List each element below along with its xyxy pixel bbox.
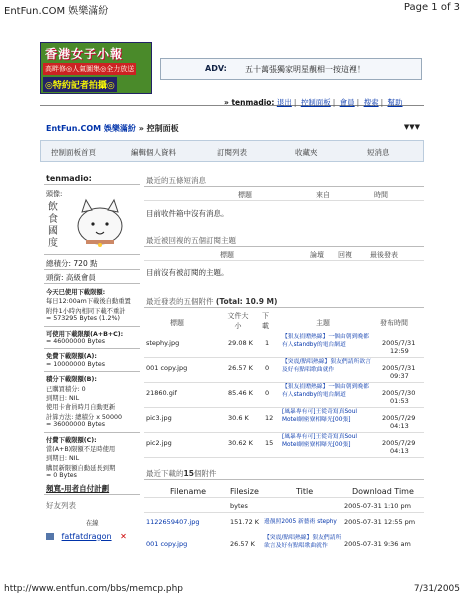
nav-logout[interactable]: 退出 (276, 98, 292, 107)
threads-title: 最近被回複的五個訂閱主題 (146, 236, 236, 245)
att-download-count: 12 (265, 414, 274, 422)
dl-col-time: Download Time (352, 487, 414, 496)
att-topic-link[interactable]: 【狠友捐贈熱線】一個由朝到晚都有人standby的電台網道 (282, 384, 369, 398)
friend-name[interactable]: fatfatdragon (61, 532, 112, 541)
ad-text: 五十萬張獨家明星靚相一按這裡！ (245, 65, 365, 74)
att-topic-link[interactable]: [風暴專有可]王從奇寫真Soul Motel網密寮相曝光[00張] (282, 409, 358, 423)
downloads-title-pre: 最近下載的 (146, 469, 184, 478)
avatar (46, 196, 128, 252)
download-limit-line: = 573295 Bytes (1.2%) (46, 315, 120, 323)
ad-banner[interactable] (160, 58, 422, 80)
threads-col-last-post: 最後發表 (370, 251, 398, 259)
downloads-title-post: 個附件 (193, 469, 217, 478)
att-date: 2005/7/31 (382, 364, 416, 372)
threads-empty: 目前沒有被訂閱的主題。 (146, 268, 229, 277)
att-col-downloads: 下載 (262, 312, 269, 330)
dl-time: 2005-07-31 9:36 am (344, 540, 411, 548)
download-limit-line: = 36000000 Bytes (46, 421, 105, 429)
att-date: 2005/7/29 (382, 414, 416, 422)
att-download-count: 1 (265, 339, 270, 347)
att-file-size: 30.6 K (228, 414, 249, 422)
top-navigation: » tenmadio: 退出 | 控制面板 | 會員 | 搜索 | 幫助 (224, 98, 403, 107)
control-panel-tabs (40, 140, 424, 162)
att-file-name[interactable]: 001 copy.jpg (146, 364, 188, 372)
download-limit-line: 每日12:00am下載後自動重置 (46, 298, 131, 306)
menu-dropdown-icon[interactable]: ▼▼▼ (403, 123, 420, 131)
att-date: 2005/7/30 (382, 389, 416, 397)
messages-empty: 目前收件箱中沒有消息。 (146, 209, 229, 218)
print-header-title: EntFun.COM 娛樂滿紛 (4, 6, 109, 17)
dl-file-name[interactable]: 001 copy.jpg (146, 540, 188, 548)
logo-subtitle: ◎特約記者拍攝◎ (43, 77, 117, 92)
breadcrumb-site[interactable]: EntFun.COM 娛樂滿紛 (46, 124, 136, 133)
att-download-count: 0 (265, 389, 270, 397)
download-limit-line: = 46000000 Bytes (46, 338, 105, 345)
att-time: 04:13 (390, 447, 409, 455)
att-file-size: 26.57 K (228, 364, 253, 372)
remove-friend-icon[interactable]: ✕ (120, 532, 127, 541)
att-time: 01:53 (390, 397, 409, 405)
total-points: 總積分: 720 點 (46, 259, 98, 268)
dl-file-size: 151.72 K (230, 518, 260, 526)
attachments-title: 最近發表的五個附件 (146, 297, 214, 306)
att-date: 2005/7/29 (382, 439, 416, 447)
att-file-name[interactable]: 21860.gif (146, 389, 177, 397)
online-label: 在線 (86, 520, 99, 527)
att-col-date: 發布時間 (380, 319, 408, 327)
messages-col-time: 時間 (374, 191, 388, 199)
dl-title-link[interactable]: 邊靚照2005 新藝術 stephy (264, 519, 337, 525)
download-limit-line: 免費下載限額(A): (46, 353, 97, 361)
nav-control-panel[interactable]: 控制面板 (300, 98, 331, 107)
dl-col-filesize: Filesize (230, 487, 259, 496)
att-download-count: 15 (265, 439, 274, 447)
logo-title: 香港女子小報 (45, 47, 124, 61)
avatar-text: 飲食國度 (48, 202, 58, 249)
user-rank: 頭銜: 高級會員 (46, 273, 96, 282)
friends-title: 好友列表 (46, 501, 76, 510)
download-limit-line: 使用卡會員時月自動更新 (46, 404, 116, 412)
att-col-title: 標題 (170, 319, 184, 327)
download-limit-line: = 0 Bytes (46, 472, 77, 480)
nav-help[interactable]: 幫助 (387, 98, 403, 107)
attachments-total: (Total: 10.9 M) (215, 297, 278, 306)
download-limit-line: 已購買積分: 0 (46, 385, 86, 393)
breadcrumb-sep: » (138, 124, 144, 133)
print-footer-url: http://www.entfun.com/bbs/memcp.php (4, 584, 184, 594)
att-topic-link[interactable]: [風暴專有可]王從奇寫真Soul Motel網密寮相曝光[00張] (282, 434, 358, 448)
att-file-size: 85.46 K (228, 389, 253, 397)
dl-file-name[interactable]: 1122659407.jpg (146, 518, 200, 526)
nav-search[interactable]: 搜索 (363, 98, 379, 107)
friend-item (46, 532, 127, 541)
download-limit-line: 積分下載限額(B): (46, 376, 97, 384)
download-limit-line: 購買新限額自動延長到期 (46, 464, 116, 472)
att-col-topic: 主題 (316, 319, 330, 327)
att-file-name[interactable]: stephy.jpg (146, 339, 180, 347)
dl-bytes-time: 2005-07-31 1:10 pm (344, 502, 411, 510)
tab-edit-profile[interactable]: 編輯個人資料 (131, 148, 176, 157)
att-file-size: 29.08 K (228, 339, 253, 347)
download-limit-line: 計算方法: 總積分 x 50000 (46, 413, 122, 421)
dl-bytes-size: bytes (230, 502, 248, 510)
att-topic-link[interactable]: 【突震/點唱熱線】狠友們請所欲言及好有點唱歌曲就作 (282, 359, 371, 373)
att-col-size: 文件大小 (227, 312, 249, 330)
bandwidth-plan-link[interactable]: 頻寬-用者自付計劃 (46, 484, 110, 493)
att-file-size: 30.62 K (228, 439, 253, 447)
tab-subscriptions[interactable]: 訂閱列表 (217, 148, 247, 157)
dl-time: 2005-07-31 12:55 pm (344, 518, 416, 526)
avatar-label: 頭像: (46, 190, 63, 198)
download-limit-line: 付費下載限額(C): (46, 436, 97, 444)
tab-messages[interactable]: 短消息 (367, 148, 390, 157)
messages-col-title: 標題 (238, 191, 252, 199)
threads-col-forum: 論壇 (310, 251, 324, 259)
att-date: 2005/7/31 (382, 339, 416, 347)
att-file-name[interactable]: pic2.jpg (146, 439, 172, 447)
att-time: 12:59 (390, 347, 409, 355)
threads-col-title: 標題 (220, 251, 234, 259)
download-limit-line: 當(A+B)限額不足時使用 (46, 446, 116, 453)
downloads-title-wrap (146, 468, 216, 479)
dl-col-title: Title (296, 487, 314, 496)
logo-tagline: 高畔修◎人氣圖集◎全力放送 (45, 65, 135, 73)
friend-icon (46, 533, 54, 540)
download-limit-line: 可使用下載限額(A+B+C): (46, 330, 124, 338)
tab-home[interactable]: 控制面板首頁 (51, 148, 96, 157)
att-topic-link[interactable]: 【狠友捐贈熱線】一個由朝到晚都有人standby的電台網道 (282, 334, 369, 348)
print-footer-date: 7/31/2005 (413, 584, 460, 594)
att-download-count: 0 (265, 364, 270, 372)
breadcrumb (46, 123, 179, 134)
att-time: 09:37 (390, 372, 409, 380)
messages-title: 最近的五條短消息 (146, 176, 206, 185)
ad-label: ADV: (205, 64, 227, 73)
dl-title-link[interactable]: 【突震/點唱熱線】狠友們請所欲言及好有點唱歌曲就作 (264, 535, 342, 549)
att-time: 04:13 (390, 422, 409, 430)
att-file-name[interactable]: pic3.jpg (146, 414, 172, 422)
attachments-title-wrap (146, 296, 277, 307)
threads-col-replies: 回複 (338, 251, 352, 259)
dl-col-filename: Filename (170, 487, 207, 496)
download-limit-line: 附件1小時內相同下載不重計 (46, 307, 126, 315)
download-limit-line: 到期日: NIL (46, 455, 80, 463)
site-logo[interactable] (40, 42, 152, 94)
messages-col-from: 來自 (316, 191, 330, 199)
breadcrumb-page: 控制面板 (146, 124, 179, 133)
sidebar-username: tenmadio: (46, 174, 92, 183)
download-limit-line: 今天已使用下載限額: (46, 289, 106, 296)
download-limit-line: = 10000000 Bytes (46, 360, 105, 368)
print-header-page: Page 1 of 3 (403, 2, 460, 13)
dl-file-size: 26.57 K (230, 540, 255, 548)
nav-username: » tenmadio: (224, 98, 275, 107)
tab-favorites[interactable]: 收藏夾 (295, 148, 318, 157)
downloads-count: 15 (183, 469, 194, 478)
download-limit-line: 到期日: NIL (46, 395, 80, 402)
nav-members[interactable]: 會員 (339, 98, 355, 107)
